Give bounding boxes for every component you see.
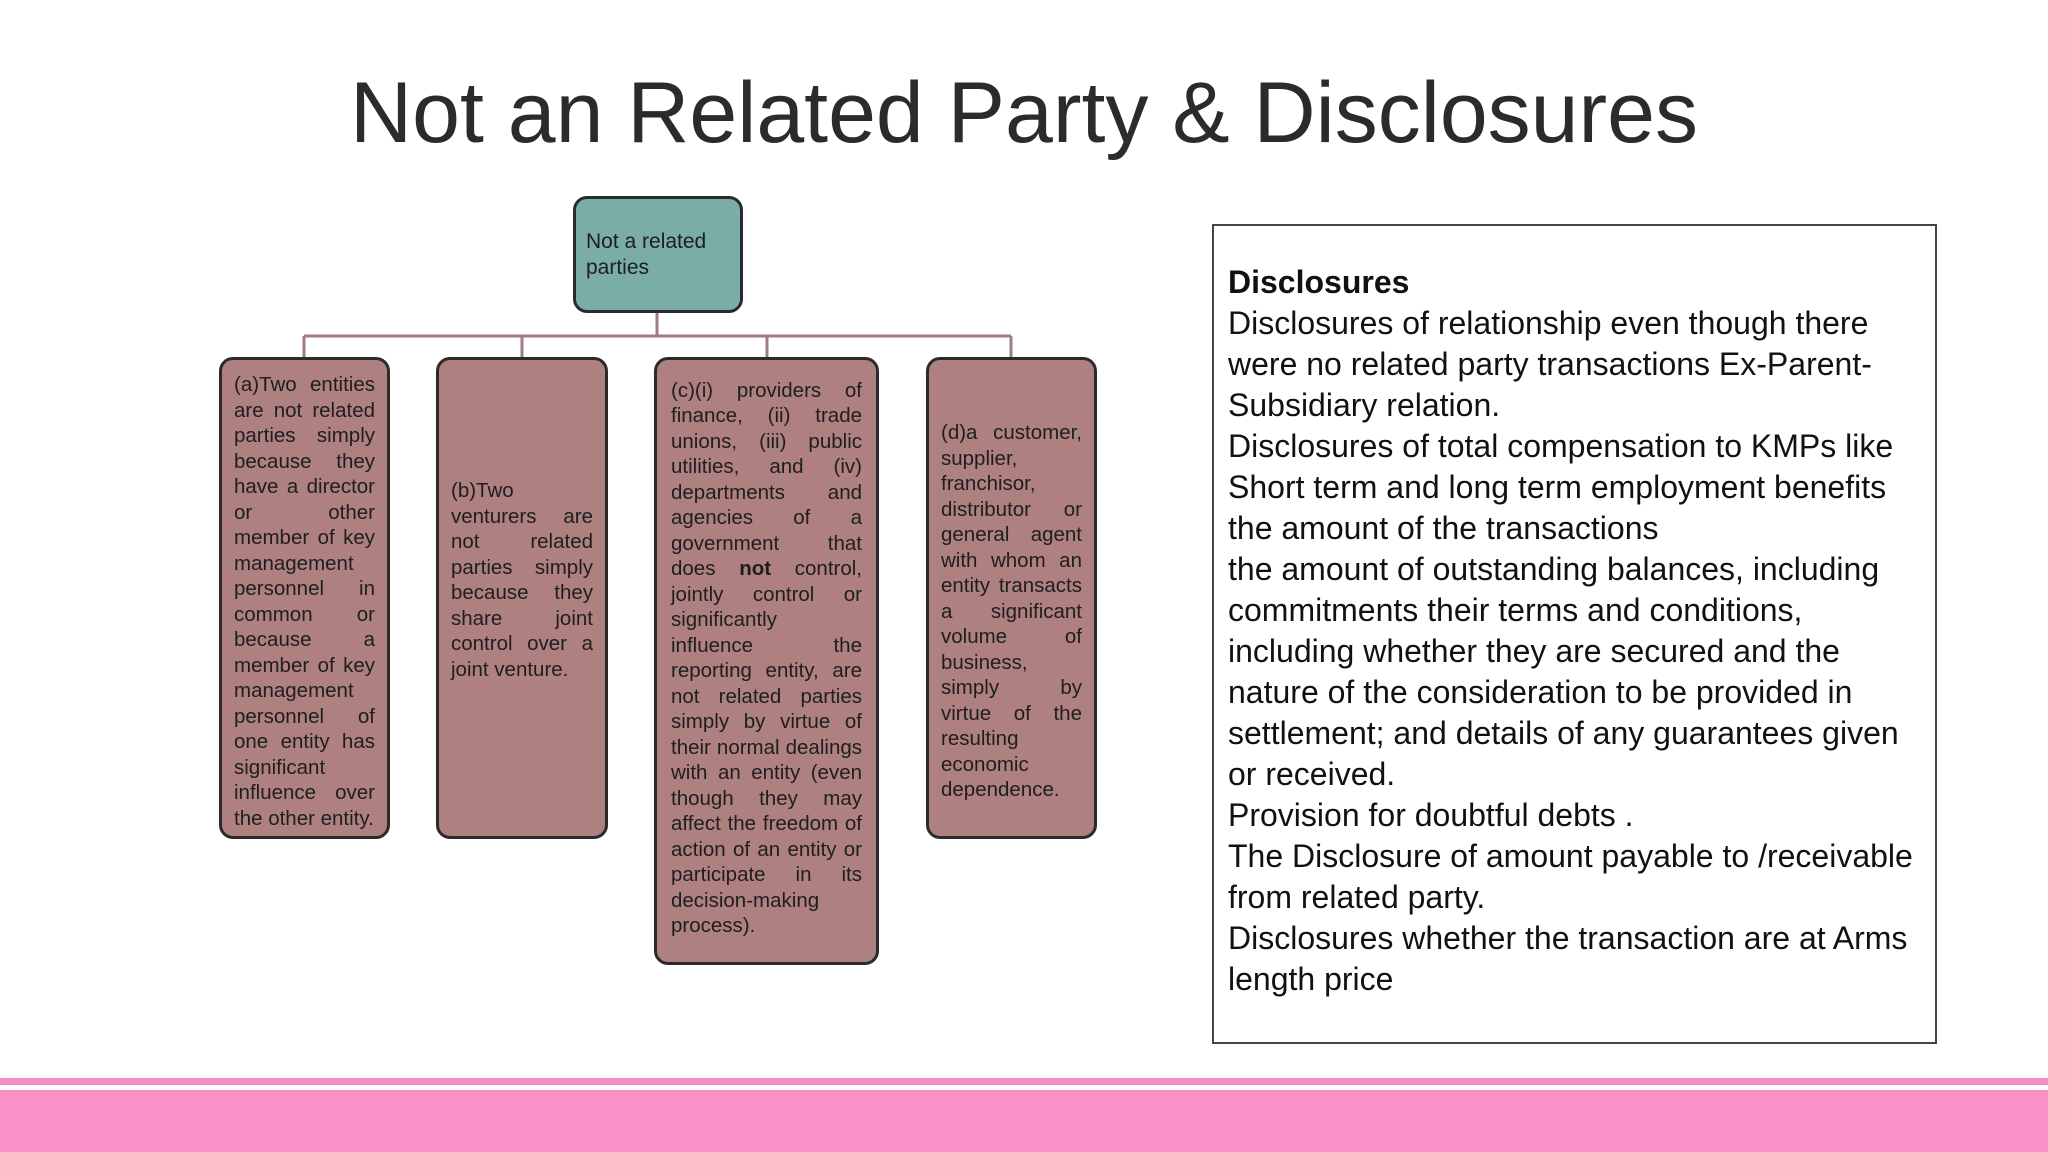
- disclosure-line-7: Disclosures whether the transaction are at Arms length price: [1228, 920, 1908, 997]
- footer-band: [0, 1090, 2048, 1152]
- diagram-node-a: [219, 357, 390, 839]
- node-c-text: (c)(i) providers of finance, (ii) trade unions, (iii) public utilities, and (iv) departments and agencies of a government that does not control, jointly control or significantly influence the reporting entity, are not related parties simply by virtue of their normal dealings with an entity (even though they may affect the freedom of action of an entity or participate in its decision-making process).: [671, 378, 863, 937]
- disclosure-line-5: Provision for doubtful debts .: [1228, 797, 1634, 833]
- node-b-text: (b)Two venturers are not related parties simply because they share joint control over a joint venture.: [451, 479, 593, 681]
- disclosures-box: [1212, 224, 1937, 1044]
- slide-title: Not an Related Party & Disclosures: [350, 65, 1698, 161]
- diagram-node-b: [436, 357, 608, 839]
- disclosure-line-3: the amount of the transactions: [1228, 510, 1659, 546]
- node-a-text: (a)Two entities are not related parties simply because they have a director or other member of key management personnel in common or because a member of key management personnel of one entity has significant influence over the other entity.: [234, 373, 375, 830]
- disclosure-line-2: Disclosures of total compensation to KMPs like Short term and long term employment benefits: [1228, 428, 1894, 505]
- disclosure-line-4: the amount of outstanding balances, including commitments their terms and conditions, including whether they are secured and the nature of the consideration to be provided in settlement; and details of any guarantees given or received.: [1228, 551, 1899, 792]
- diagram-node-c: [654, 357, 879, 965]
- diagram-node-d: [926, 357, 1097, 839]
- footer-accent-line: [0, 1078, 2048, 1085]
- disclosures-title: Disclosures: [1228, 264, 1410, 300]
- disclosure-line-1: Disclosures of relationship even though there were no related party transactions Ex-Parent-Subsidiary relation.: [1228, 305, 1872, 423]
- node-d-text: (d)a customer, supplier, franchisor, distributor or general agent with whom an entity transacts a significant volume of business, simply by virtue of the resulting economic dependence.: [941, 421, 1082, 801]
- disclosure-line-6: The Disclosure of amount payable to /receivable from related party.: [1228, 838, 1913, 915]
- diagram-root-node: [573, 196, 743, 313]
- root-node-label: Not a related parties: [586, 230, 707, 279]
